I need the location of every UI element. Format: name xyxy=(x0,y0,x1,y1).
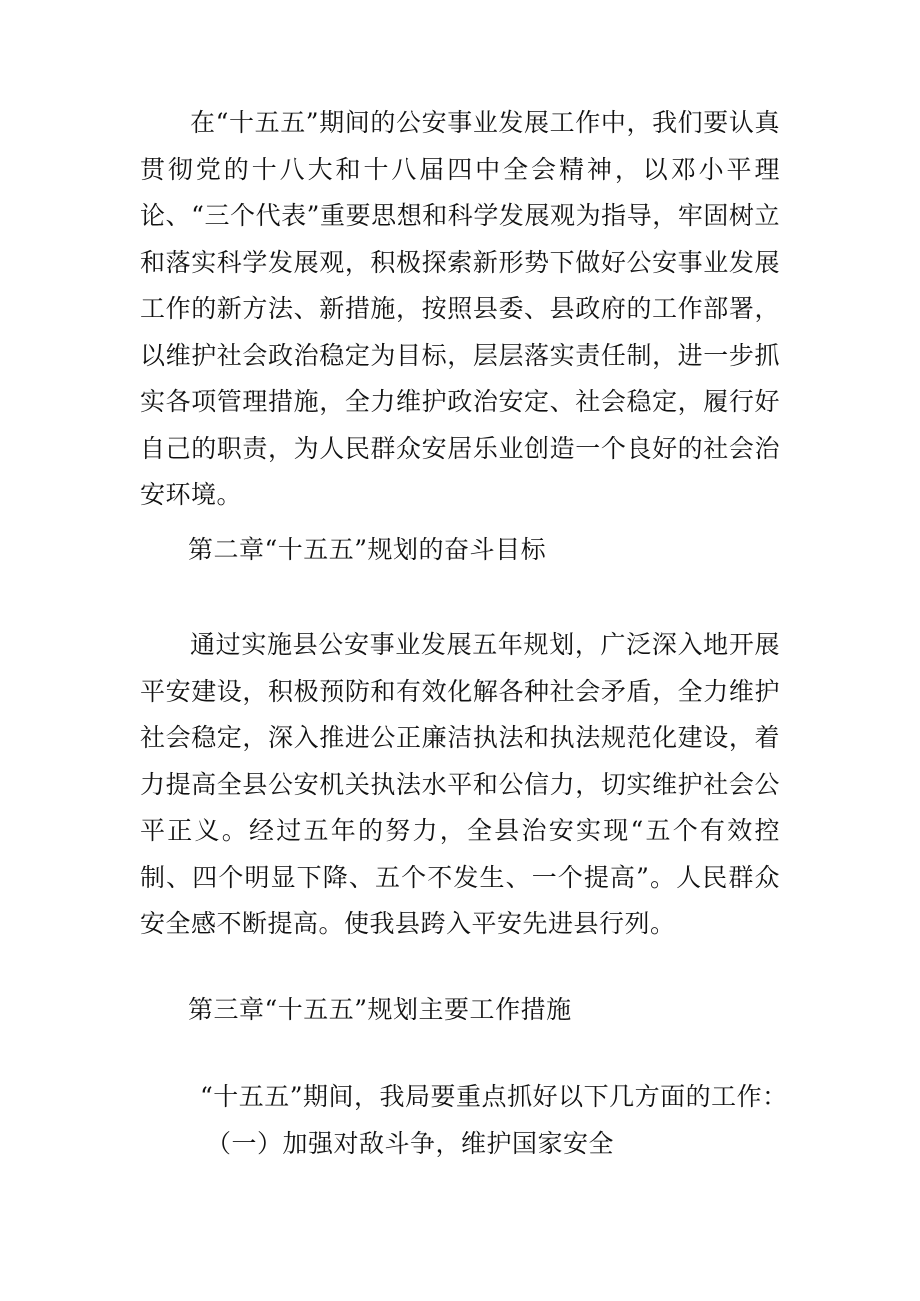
chapter-3-heading: 第三章“十五五”规划主要工作措施 xyxy=(188,995,572,1024)
paragraph-intro: 在“十五五”期间的公安事业发展工作中，我们要认真贯彻党的十八大和十八届四中全会精神，以邓小平理论、“三个代表”重要思想和科学发展观为指导，牢固树立和落实科学发展观，积极探索新形势下做好公安事业发展工作的新方法、新措施，按照县委、县政府的工作部署，以维护社会政治稳定为目标，层层落实责任制，进一步抓实各项管理措施，全力维护政治安定、社会稳定，履行好自己的职责，为人民群众安居乐业创造一个良好的社会治安环境。 xyxy=(140,108,780,509)
work-intro-line: “十五五”期间，我局要重点抓好以下几方面的工作： xyxy=(200,1082,788,1111)
work-item-1: （一）加强对敌斗争，维护国家安全 xyxy=(206,1129,615,1158)
paragraph-goals: 通过实施县公安事业发展五年规划，广泛深入地开展平安建设，积极预防和有效化解各种社会矛盾，全力维护社会稳定，深入推进公正廉洁执法和执法规范化建设，着力提高全县公安机关执法水平和公信力，切实维护社会公平正义。经过五年的努力，全县治安实现“五个有效控制、四个明显下降、五个不发生、一个提高”。人民群众安全感不断提高。使我县跨入平安先进县行列。 xyxy=(140,630,780,938)
chapter-2-heading: 第二章“十五五”规划的奋斗目标 xyxy=(188,535,547,564)
